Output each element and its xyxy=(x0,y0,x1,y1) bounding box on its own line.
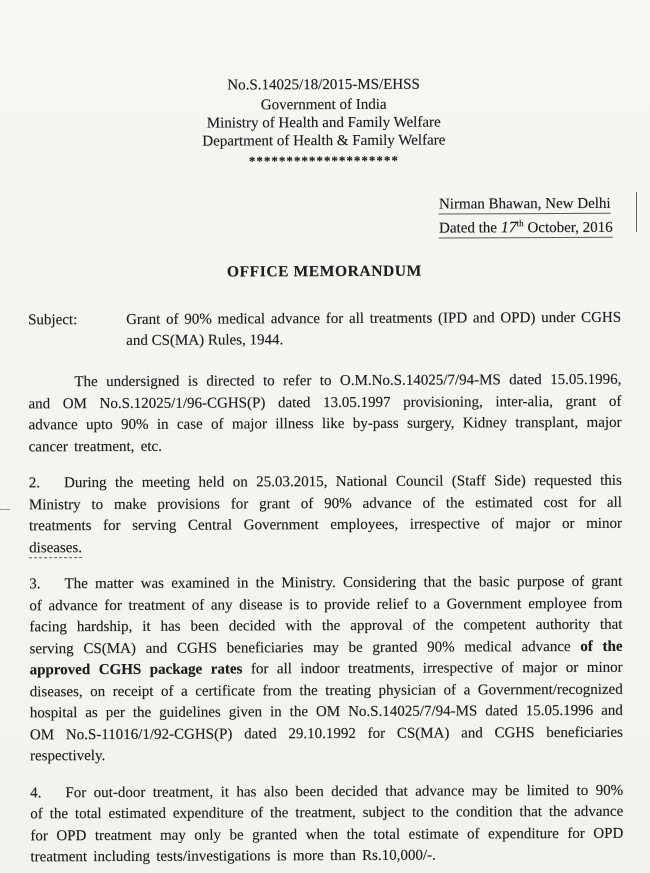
scan-artifact-dashes xyxy=(0,506,10,510)
handwritten-day: 17 xyxy=(500,219,517,237)
paragraph-2-text: During the meeting held on 25.03.2015, National Council (Staff Side) requested this Ministry to make provisions for grant of 90% advance of the estimated cost for all treatments for serving Central Government employees, irrespective of major or minor xyxy=(28,472,622,535)
paragraph-2-number: 2. xyxy=(28,475,41,492)
paragraph-1-text: The undersigned is directed to refer to O.M.No.S.14025/7/94-MS dated 15.05.1996, and OM No.S.12025/1/96-CGHS(P) dated 13.05.1997 provisioning, inter-alia, grant of advance upto 90% in case of major illness like by-pass surgery, Kidney transplant, major cancer treatment, etc. xyxy=(28,371,622,455)
subject-label: Subject: xyxy=(28,312,78,329)
separator-stars: ******************** xyxy=(248,152,399,169)
paragraph-4 xyxy=(30,780,623,869)
place-line: Nirman Bhawan, New Delhi xyxy=(438,195,611,213)
date-line xyxy=(439,214,613,239)
paragraph-4-number: 4. xyxy=(30,784,42,801)
date-prefix: Dated the xyxy=(439,220,501,237)
paragraph-3-number: 3. xyxy=(29,576,41,593)
date-ordinal: th xyxy=(516,218,524,229)
paragraph-2 xyxy=(29,471,622,560)
place-date-block xyxy=(28,195,621,241)
letterhead xyxy=(27,75,620,172)
org-line-ministry: Ministry of Health and Family Welfare xyxy=(206,114,441,132)
paragraph-3 xyxy=(29,572,623,768)
paragraph-1 xyxy=(28,370,621,459)
paragraph-3-text-b: for all indoor treatments, irrespective of major or minor diseases, on receipt of a certificate from the treating physician of a Government/recognized hospital as per the guidelines given in the OM No.S.14025/7/94-MS dated 15.05.1996 and OM No.S-11016/1/92-CGHS(P) dated 29.10.1992 for CS(MA) and CGHS beneficiaries respectively. xyxy=(29,659,623,765)
paragraph-3-bold-phrase: of the approved CGHS package rates xyxy=(29,638,623,679)
paragraph-3-text-a: The matter was examined in the Ministry. Considering that the basic purpose of grant of advance for treatment of any disease is to provide relief to a Government employee from facing hardship, it has been decided with the approval of the competent authority that serving CS(MA) and CGHS beneficiaries may be granted 90% medical advance xyxy=(29,573,623,657)
paragraph-2-last-word: diseases. xyxy=(29,539,82,556)
org-line-government: Government of India xyxy=(260,96,387,114)
subject-block xyxy=(28,308,621,353)
scan-artifact-line xyxy=(636,192,638,232)
paragraph-4-text: For out-door treatment, it has also been decided that advance may be limited to 90% of the total estimated expenditure of the treatment, subject to the condition that the advance for OPD treatment may only be granted when the total estimate of expenditure for OPD treatment including tests/investigations is more than Rs.10,000/-. xyxy=(30,782,624,866)
subject-text: Grant of 90% medical advance for all treatments (IPD and OPD) under CGHS and CS(MA) Rules, 1944. xyxy=(126,309,622,349)
document-title: OFFICE MEMORANDUM xyxy=(226,262,422,281)
org-line-department: Department of Health & Family Welfare xyxy=(202,132,446,150)
reference-number: No.S.14025/18/2015-MS/EHSS xyxy=(227,76,420,94)
date-suffix: October, 2016 xyxy=(523,219,613,237)
